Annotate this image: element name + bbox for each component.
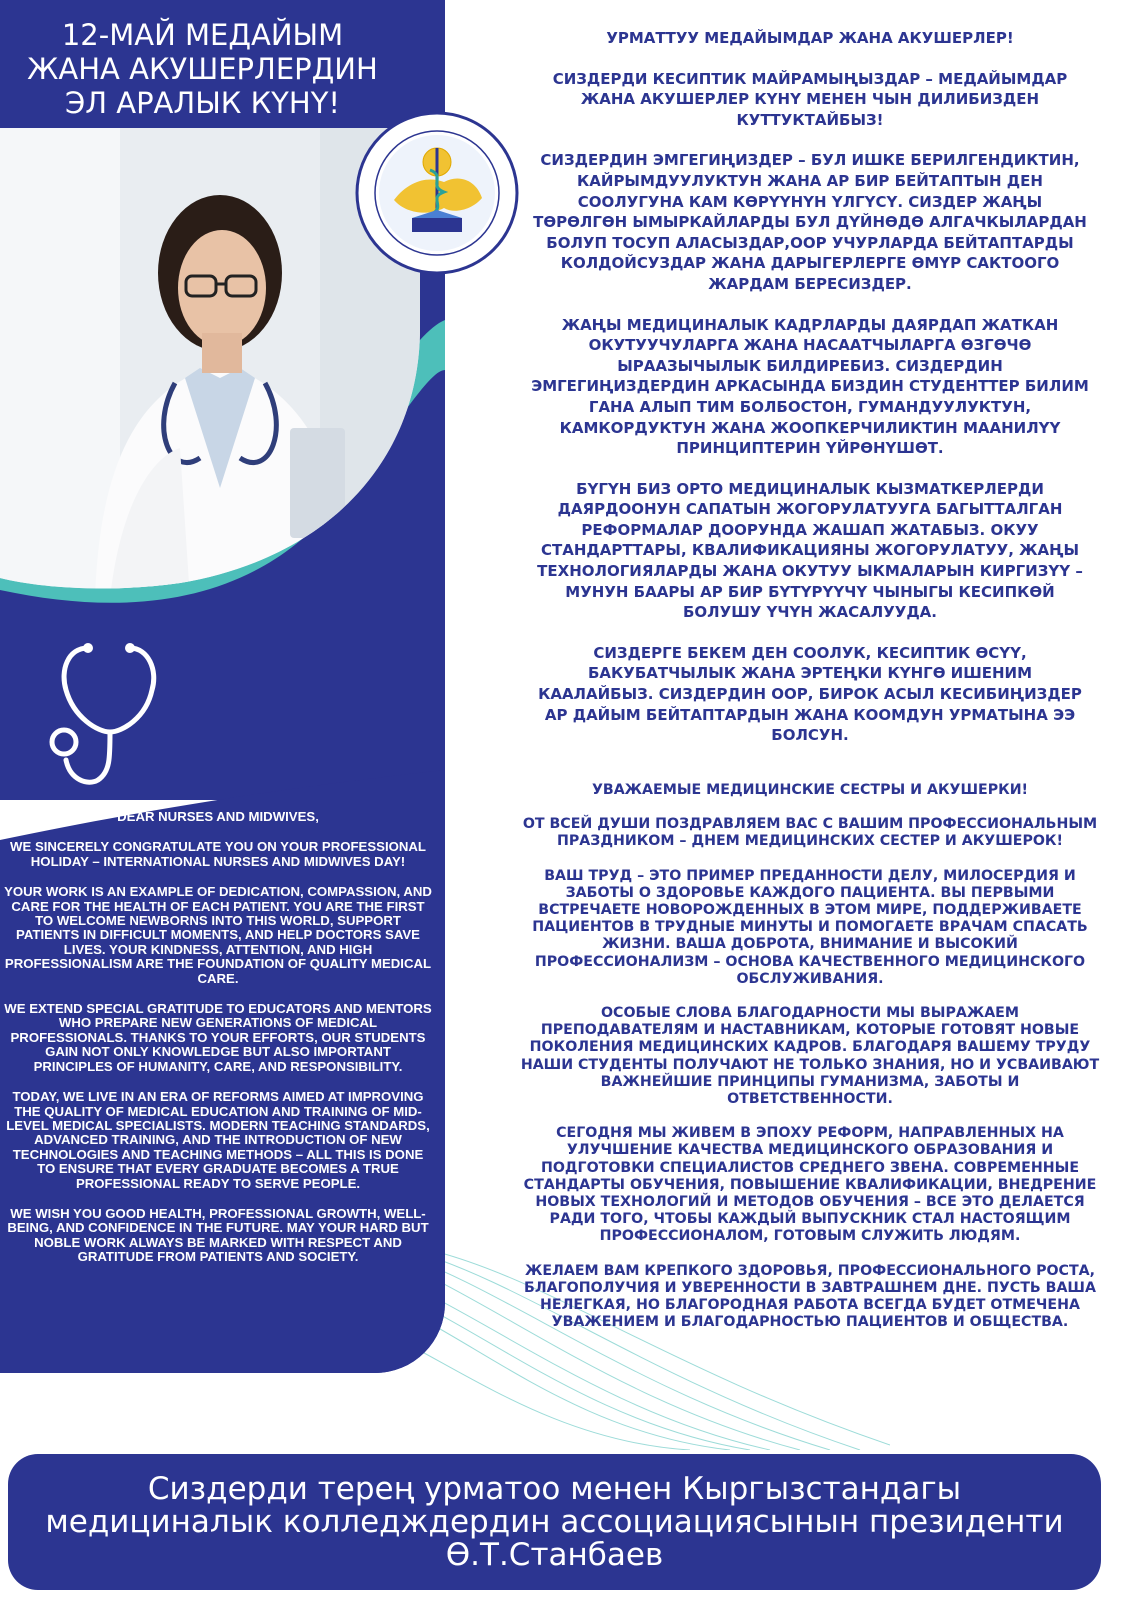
kyrgyz-paragraph: ЖАҢЫ МЕДИЦИНАЛЫК КАДРЛАРДЫ ДАЯРДАП ЖАТКАН ОКУТУУЧУЛАРГА ЖАНА НАСААТЧЫЛАРГА ӨЗГӨЧӨ ЫРААЗЫЧЫЛЫК БИЛДИРЕБИЗ. СИЗДЕРДИН ЭМГЕГИҢИЗДЕРДИН АРКАСЫНДА БИЗДИН СТУДЕНТТЕР БИЛИМ ГАНА АЛЫП ТИМ БОЛБОСТОН, ГУМАНДУУЛУКТУН, КАМКОРДУКТУН ЖАНА ЖООПКЕРЧИЛИКТИН МААНИЛҮҮ ПРИНЦИПТЕРИН ҮЙРӨНҮШӨТ. — [531, 315, 1089, 458]
signature-line: Ө.Т.Станбаев — [445, 1536, 664, 1573]
english-message — [4, 810, 432, 1281]
english-paragraph: WE WISH YOU GOOD HEALTH, PROFESSIONAL GROWTH, WELL-BEING, AND CONFIDENCE IN THE FUTURE. MAY YOUR HARD BUT NOBLE WORK ALWAYS BE MARKED WITH RESPECT AND GRATITUDE FROM PATIENTS AND SOCIETY. — [7, 1205, 429, 1265]
english-greeting: DEAR NURSES AND MIDWIVES, — [117, 809, 319, 824]
russian-paragraph: ОСОБЫЕ СЛОВА БЛАГОДАРНОСТИ МЫ ВЫРАЖАЕМ ПРЕПОДАВАТЕЛЯМ И НАСТАВНИКАМ, КОТОРЫЕ ГОТОВЯТ НОВЫЕ ПОКОЛЕНИЯ МЕДИЦИНСКИХ КАДРОВ. БЛАГОДАРЯ ВАШЕМУ ТРУДУ НАШИ СТУДЕНТЫ ПОЛУЧАЮТ НЕ ТОЛЬКО ЗНАНИЯ, НО И УСВАИВАЮТ ВАЖНЕЙШИЕ ПРИНЦИПЫ ГУМАНИЗМА, ЗАБОТЫ И ОТВЕТСТВЕННОСТИ. — [520, 1005, 1100, 1108]
signature-banner — [8, 1454, 1101, 1590]
russian-paragraph: ОТ ВСЕЙ ДУШИ ПОЗДРАВЛЯЕМ ВАС С ВАШИМ ПРОФЕССИОНАЛЬНЫМ ПРАЗДНИКОМ – ДНЕМ МЕДИЦИНСКИХ СЕСТЕР И АКУШЕРОК! — [522, 816, 1098, 850]
kyrgyz-paragraph: СИЗДЕРДИ КЕСИПТИК МАЙРАМЫҢЫЗДАР – МЕДАЙЫМДАР ЖАНА АКУШЕРЛЕР КҮНҮ МЕНЕН ЧЫН ДИЛИБИЗДЕН КУТТУКТАЙБЫЗ! — [552, 69, 1068, 129]
title-line: ЭЛ АРАЛЫК КҮНҮ! — [64, 86, 341, 120]
title-line: 12-МАЙ МЕДАЙЫМ — [61, 18, 344, 52]
kyrgyz-message — [530, 28, 1090, 766]
kyrgyz-paragraph: БҮГҮН БИЗ ОРТО МЕДИЦИНАЛЫК КЫЗМАТКЕРЛЕРДИ ДАЯРДООНУН САПАТЫН ЖОГОРУЛАТУУГА БАГЫТТАЛГАН РЕФОРМАЛАР ДООРУНДА ЖАШАП ЖАТАБЫЗ. ОКУУ СТАНДАРТТАРЫ, КВАЛИФИКАЦИЯНЫ ЖОГОРУЛАТУУ, ЖАҢЫ ТЕХНОЛОГИЯЛАРДЫ ЖАНА ОКУТУУ ЫКМАЛАРЫН КИРГИЗҮҮ – МУНУН БААРЫ АР БИР БҮТҮРҮҮЧҮ ЧЫНЫГЫ КЕСИПКӨЙ БОЛУШУ ҮЧҮН ЖАСАЛУУДА. — [537, 479, 1083, 622]
english-paragraph: WE SINCERELY CONGRATULATE YOU ON YOUR PROFESSIONAL HOLIDAY – INTERNATIONAL NURSES AND MIDWIVES DAY! — [10, 839, 426, 869]
russian-paragraph: ВАШ ТРУД – ЭТО ПРИМЕР ПРЕДАННОСТИ ДЕЛУ, МИЛОСЕРДИЯ И ЗАБОТЫ О ЗДОРОВЬЕ КАЖДОГО ПАЦИЕНТА. ВЫ ПЕРВЫМИ ВСТРЕЧАЕТЕ НОВОРОЖДЕННЫХ В ЭТОМ МИРЕ, ПОДДЕРЖИВАЕТЕ ПАЦИЕНТОВ В ТРУДНЫЕ МИНУТЫ И ПОМОГАЕТЕ ВРАЧАМ СПАСАТЬ ЖИЗНИ. ВАША ДОБРОТА, ВНИМАНИЕ И ВЫСОКИЙ ПРОФЕССИОНАЛИЗМ – ОСНОВА КАЧЕСТВЕННОГО МЕДИЦИНСКОГО ОБСЛУЖИВАНИЯ. — [532, 867, 1088, 987]
title-line: ЖАНА АКУШЕРЛЕРДИН — [27, 52, 378, 86]
signature-line: медициналык колледждердин ассоциациясынын президенти — [45, 1503, 1064, 1540]
russian-paragraph: СЕГОДНЯ МЫ ЖИВЕМ В ЭПОХУ РЕФОРМ, НАПРАВЛЕННЫХ НА УЛУЧШЕНИЕ КАЧЕСТВА МЕДИЦИНСКОГО ОБРАЗОВАНИЯ И ПОДГОТОВКИ СПЕЦИАЛИСТОВ СРЕДНЕГО ЗВЕНА. СОВРЕМЕННЫЕ СТАНДАРТЫ ОБУЧЕНИЯ, ПОВЫШЕНИЕ КВАЛИФИКАЦИИ, ВНЕДРЕНИЕ НОВЫХ ТЕХНОЛОГИЙ И МЕТОДОВ ОБУЧЕНИЯ – ВСЕ ЭТО ДЕЛАЕТСЯ РАДИ ТОГО, ЧТОБЫ КАЖДЫЙ ВЫПУСКНИК СТАЛ НАСТОЯЩИМ ПРОФЕССИОНАЛОМ, ГОТОВЫМ СЛУЖИТЬ ЛЮДЯМ. — [523, 1125, 1097, 1245]
signature-text — [45, 1470, 1064, 1573]
russian-message — [520, 782, 1100, 1348]
english-paragraph: YOUR WORK IS AN EXAMPLE OF DEDICATION, COMPASSION, AND CARE FOR THE HEALTH OF EACH PATIENT. YOU ARE THE FIRST TO WELCOME NEWBORNS INTO THIS WORLD, SUPPORT PATIENTS IN DIFFICULT MOMENTS, AND HELP DOCTORS SAVE LIVES. YOUR KINDNESS, ATTENTION, AND HIGH PROFESSIONALISM ARE THE FOUNDATION OF QUALITY MEDICAL CARE. — [4, 884, 432, 986]
kyrgyz-greeting: УРМАТТУУ МЕДАЙЫМДАР ЖАНА АКУШЕРЛЕР! — [606, 29, 1014, 47]
signature-line: Сиздерди терең урматоо менен Кыргызстандагы — [147, 1470, 962, 1507]
stethoscope-icon — [48, 640, 163, 790]
kyrgyz-paragraph: СИЗДЕРГЕ БЕКЕМ ДЕН СООЛУК, КЕСИПТИК ӨСҮҮ, БАКУБАТЧЫЛЫК ЖАНА ЭРТЕҢКИ КҮНГӨ ИШЕНИМ КААЛАЙБЫЗ. СИЗДЕРДИН ООР, БИРОК АСЫЛ КЕСИБИҢИЗДЕР АР ДАЙЫМ БЕЙТАПТАРДЫН ЖАНА КООМДУН УРМАТЫНА ЭЭ БОЛСУН. — [538, 643, 1082, 745]
association-logo — [354, 110, 520, 276]
page-title — [0, 18, 405, 120]
kyrgyz-paragraph: СИЗДЕРДИН ЭМГЕГИҢИЗДЕР – БУЛ ИШКЕ БЕРИЛГЕНДИКТИН, КАЙРЫМДУУЛУКТУН ЖАНА АР БИР БЕЙТАПТЫН ДЕН СООЛУГУНА КАМ КӨРҮҮНҮН ҮЛГҮСҮ. СИЗДЕР ЖАҢЫ ТӨРӨЛГӨН ЫМЫРКАЙЛАРДЫ БУЛ ДҮЙНӨДӨ АЛГАЧКЫЛАРДАН БОЛУП ТОСУП АЛАСЫЗДАР,ООР УЧУРЛАРДА БЕЙТАПТАРДЫ КОЛДОЙСУЗДАР ЖАНА ДАРЫГЕРЛЕРГЕ ӨМҮР САКТООГО ЖАРДАМ БЕРЕСИЗДЕР. — [533, 151, 1087, 293]
russian-greeting: УВАЖАЕМЫЕ МЕДИЦИНСКИЕ СЕСТРЫ И АКУШЕРКИ! — [591, 782, 1029, 798]
english-paragraph: TODAY, WE LIVE IN AN ERA OF REFORMS AIMED AT IMPROVING THE QUALITY OF MEDICAL EDUCATION AND TRAINING OF MID-LEVEL MEDICAL SPECIALISTS. MODERN TEACHING STANDARDS, ADVANCED TRAINING, AND THE INTRODUCTION OF NEW TECHNOLOGIES AND TEACHING METHODS – ALL THIS IS DONE TO ENSURE THAT EVERY GRADUATE BECOMES A TRUE PROFESSIONAL READY TO SERVE PEOPLE. — [6, 1089, 430, 1191]
english-paragraph: WE EXTEND SPECIAL GRATITUDE TO EDUCATORS AND MENTORS WHO PREPARE NEW GENERATIONS OF MEDICAL PROFESSIONALS. THANKS TO YOUR EFFORTS, OUR STUDENTS GAIN NOT ONLY KNOWLEDGE BUT ALSO IMPORTANT PRINCIPLES OF HUMANITY, CARE, AND RESPONSIBILITY. — [4, 1001, 432, 1074]
russian-paragraph: ЖЕЛАЕМ ВАМ КРЕПКОГО ЗДОРОВЬЯ, ПРОФЕССИОНАЛЬНОГО РОСТА, БЛАГОПОЛУЧИЯ И УВЕРЕННОСТИ В ЗАВТРАШНЕМ ДНЕ. ПУСТЬ ВАША НЕЛЕГКАЯ, НО БЛАГОРОДНАЯ РАБОТА ВСЕГДА БУДЕТ ОТМЕЧЕНА УВАЖЕНИЕМ И БЛАГОДАРНОСТЬЮ ПАЦИЕНТОВ И ОБЩЕСТВА. — [524, 1262, 1096, 1331]
